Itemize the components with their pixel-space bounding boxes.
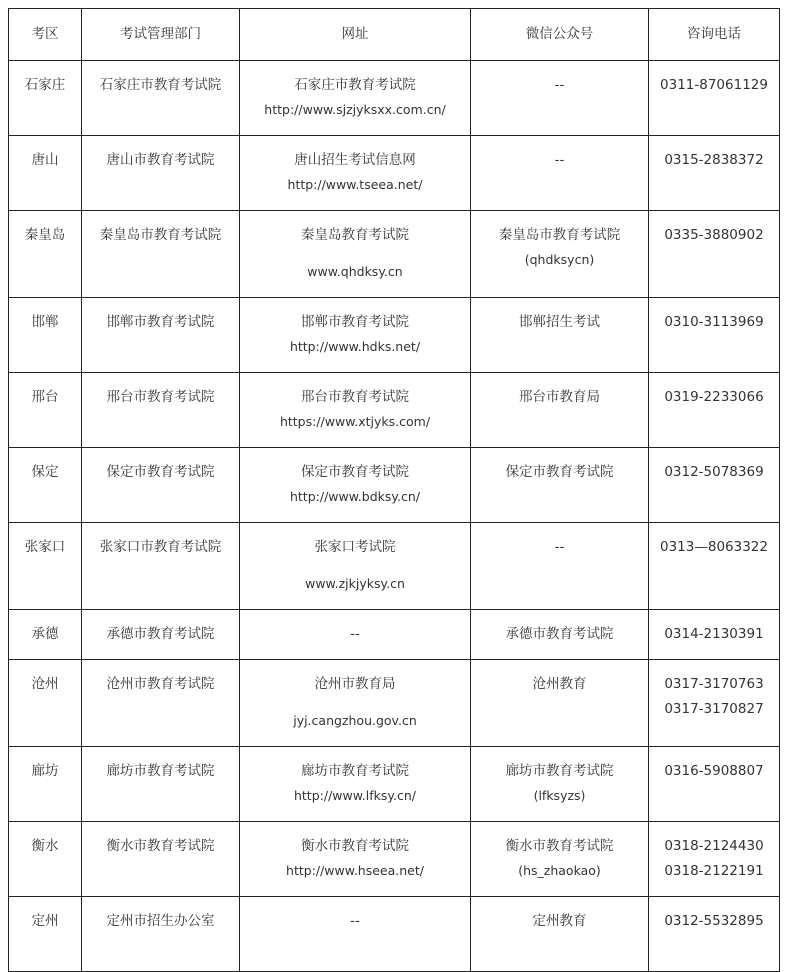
cell-region: 保定 [9, 448, 82, 523]
table-row [9, 61, 780, 136]
cell-phone [649, 61, 780, 136]
phone-number: 0314-2130391 [664, 626, 764, 642]
wechat-id: (qhdksycn) [524, 252, 595, 267]
cell-website [240, 523, 471, 610]
table-row [9, 211, 780, 298]
cell-department: 承德市教育考试院 [82, 610, 240, 660]
wechat-name: 秦皇岛市教育考试院 [498, 227, 621, 243]
exam-office-table [8, 8, 780, 972]
phone-number: 0312-5078369 [664, 464, 764, 480]
cell-wechat [471, 660, 649, 747]
website-url-link[interactable]: http://www.tseea.net/ [287, 177, 423, 192]
website-url-link[interactable]: http://www.lfksy.cn/ [293, 788, 416, 803]
table-body [9, 9, 780, 972]
wechat-name: 邯郸招生考试 [519, 314, 600, 330]
cell-website [240, 136, 471, 211]
wechat-id: (hs_zhaokao) [518, 863, 601, 878]
cell-wechat [471, 822, 649, 897]
cell-department: 沧州市教育考试院 [82, 660, 240, 747]
cell-region: 廊坊 [9, 747, 82, 822]
wechat-name: -- [554, 539, 565, 555]
website-url-link[interactable]: http://www.hseea.net/ [286, 863, 424, 878]
phone-number: 0317-3170763 [664, 676, 764, 692]
cell-website [240, 660, 471, 747]
table-row [9, 747, 780, 822]
cell-website [240, 897, 471, 972]
website-url-link[interactable]: www.qhdksy.cn [307, 264, 403, 279]
cell-wechat [471, 298, 649, 373]
website-url-link[interactable]: jyj.cangzhou.gov.cn [293, 713, 417, 728]
table-row [9, 523, 780, 610]
wechat-name: 承德市教育考试院 [505, 626, 614, 642]
cell-phone [649, 448, 780, 523]
cell-region: 定州 [9, 897, 82, 972]
cell-region: 秦皇岛 [9, 211, 82, 298]
cell-department: 廊坊市教育考试院 [82, 747, 240, 822]
website-name: -- [350, 913, 360, 929]
cell-phone [649, 610, 780, 660]
cell-region: 沧州 [9, 660, 82, 747]
table-row [9, 373, 780, 448]
table-row [9, 660, 780, 747]
cell-website [240, 61, 471, 136]
wechat-name: 保定市教育考试院 [505, 464, 614, 480]
cell-phone [649, 373, 780, 448]
phone-number: 0312-5532895 [664, 913, 764, 929]
cell-region: 邢台 [9, 373, 82, 448]
phone-number: 0319-2233066 [664, 389, 764, 405]
website-url-link[interactable]: https://www.xtjyks.com/ [279, 414, 431, 429]
phone-number: 0313—8063322 [660, 539, 768, 555]
phone-number: 0311-87061129 [660, 77, 768, 93]
cell-region: 张家口 [9, 523, 82, 610]
cell-website [240, 298, 471, 373]
cell-region: 石家庄 [9, 61, 82, 136]
cell-phone [649, 211, 780, 298]
cell-wechat [471, 747, 649, 822]
cell-wechat [471, 211, 649, 298]
cell-region: 唐山 [9, 136, 82, 211]
website-name: 廊坊市教育考试院 [301, 763, 409, 779]
cell-department: 张家口市教育考试院 [82, 523, 240, 610]
header-region: 考区 [9, 9, 82, 61]
cell-phone [649, 523, 780, 610]
website-url-link[interactable]: www.zjkjyksy.cn [305, 576, 405, 591]
cell-wechat [471, 373, 649, 448]
cell-region: 邯郸 [9, 298, 82, 373]
website-name: 沧州市教育局 [314, 676, 396, 692]
table-row [9, 298, 780, 373]
cell-website [240, 610, 471, 660]
header-website: 网址 [240, 9, 471, 61]
website-name: 唐山招生考试信息网 [294, 152, 416, 168]
wechat-name: 衡水市教育考试院 [505, 838, 614, 854]
cell-website [240, 822, 471, 897]
cell-department: 邢台市教育考试院 [82, 373, 240, 448]
cell-department: 保定市教育考试院 [82, 448, 240, 523]
phone-number: 0317-3170827 [664, 701, 764, 717]
cell-wechat [471, 136, 649, 211]
cell-region: 衡水 [9, 822, 82, 897]
table-row [9, 448, 780, 523]
cell-region: 承德 [9, 610, 82, 660]
cell-wechat [471, 897, 649, 972]
cell-phone [649, 747, 780, 822]
phone-number: 0335-3880902 [664, 227, 764, 243]
wechat-name: 沧州教育 [532, 676, 587, 692]
phone-number: 0310-3113969 [664, 314, 764, 330]
cell-phone [649, 822, 780, 897]
cell-wechat [471, 610, 649, 660]
table-row [9, 610, 780, 660]
phone-number: 0315-2838372 [664, 152, 764, 168]
cell-department: 邯郸市教育考试院 [82, 298, 240, 373]
website-name: 保定市教育考试院 [301, 464, 409, 480]
cell-phone [649, 298, 780, 373]
website-name: 邢台市教育考试院 [301, 389, 409, 405]
cell-website [240, 448, 471, 523]
website-name: 邯郸市教育考试院 [301, 314, 409, 330]
wechat-name: -- [554, 77, 565, 93]
cell-phone [649, 660, 780, 747]
header-department: 考试管理部门 [82, 9, 240, 61]
cell-phone [649, 136, 780, 211]
table-header-row [9, 9, 780, 61]
wechat-name: 邢台市教育局 [519, 389, 600, 405]
website-name: 张家口考试院 [314, 539, 396, 555]
cell-website [240, 747, 471, 822]
website-name: 石家庄市教育考试院 [294, 77, 416, 93]
website-name: -- [350, 626, 360, 642]
cell-department: 定州市招生办公室 [82, 897, 240, 972]
phone-number: 0316-5908807 [664, 763, 764, 779]
wechat-name: 廊坊市教育考试院 [505, 763, 614, 779]
cell-website [240, 373, 471, 448]
wechat-name: -- [554, 152, 565, 168]
cell-department: 衡水市教育考试院 [82, 822, 240, 897]
wechat-name: 定州教育 [532, 913, 587, 929]
website-url-link[interactable]: http://www.hdks.net/ [289, 339, 421, 354]
cell-website [240, 211, 471, 298]
header-wechat: 微信公众号 [471, 9, 649, 61]
website-name: 秦皇岛教育考试院 [301, 227, 409, 243]
wechat-id: (lfksyzs) [533, 788, 586, 803]
table-row [9, 897, 780, 972]
website-name: 衡水市教育考试院 [301, 838, 409, 854]
website-url-link[interactable]: http://www.bdksy.cn/ [289, 489, 420, 504]
cell-department: 石家庄市教育考试院 [82, 61, 240, 136]
cell-phone [649, 897, 780, 972]
cell-wechat [471, 448, 649, 523]
cell-wechat [471, 61, 649, 136]
table-row [9, 136, 780, 211]
phone-number: 0318-2122191 [664, 863, 764, 879]
table-row [9, 822, 780, 897]
phone-number: 0318-2124430 [664, 838, 764, 854]
cell-department: 唐山市教育考试院 [82, 136, 240, 211]
cell-wechat [471, 523, 649, 610]
cell-department: 秦皇岛市教育考试院 [82, 211, 240, 298]
header-phone: 咨询电话 [649, 9, 780, 61]
website-url-link[interactable]: http://www.sjzjyksxx.com.cn/ [264, 102, 446, 117]
